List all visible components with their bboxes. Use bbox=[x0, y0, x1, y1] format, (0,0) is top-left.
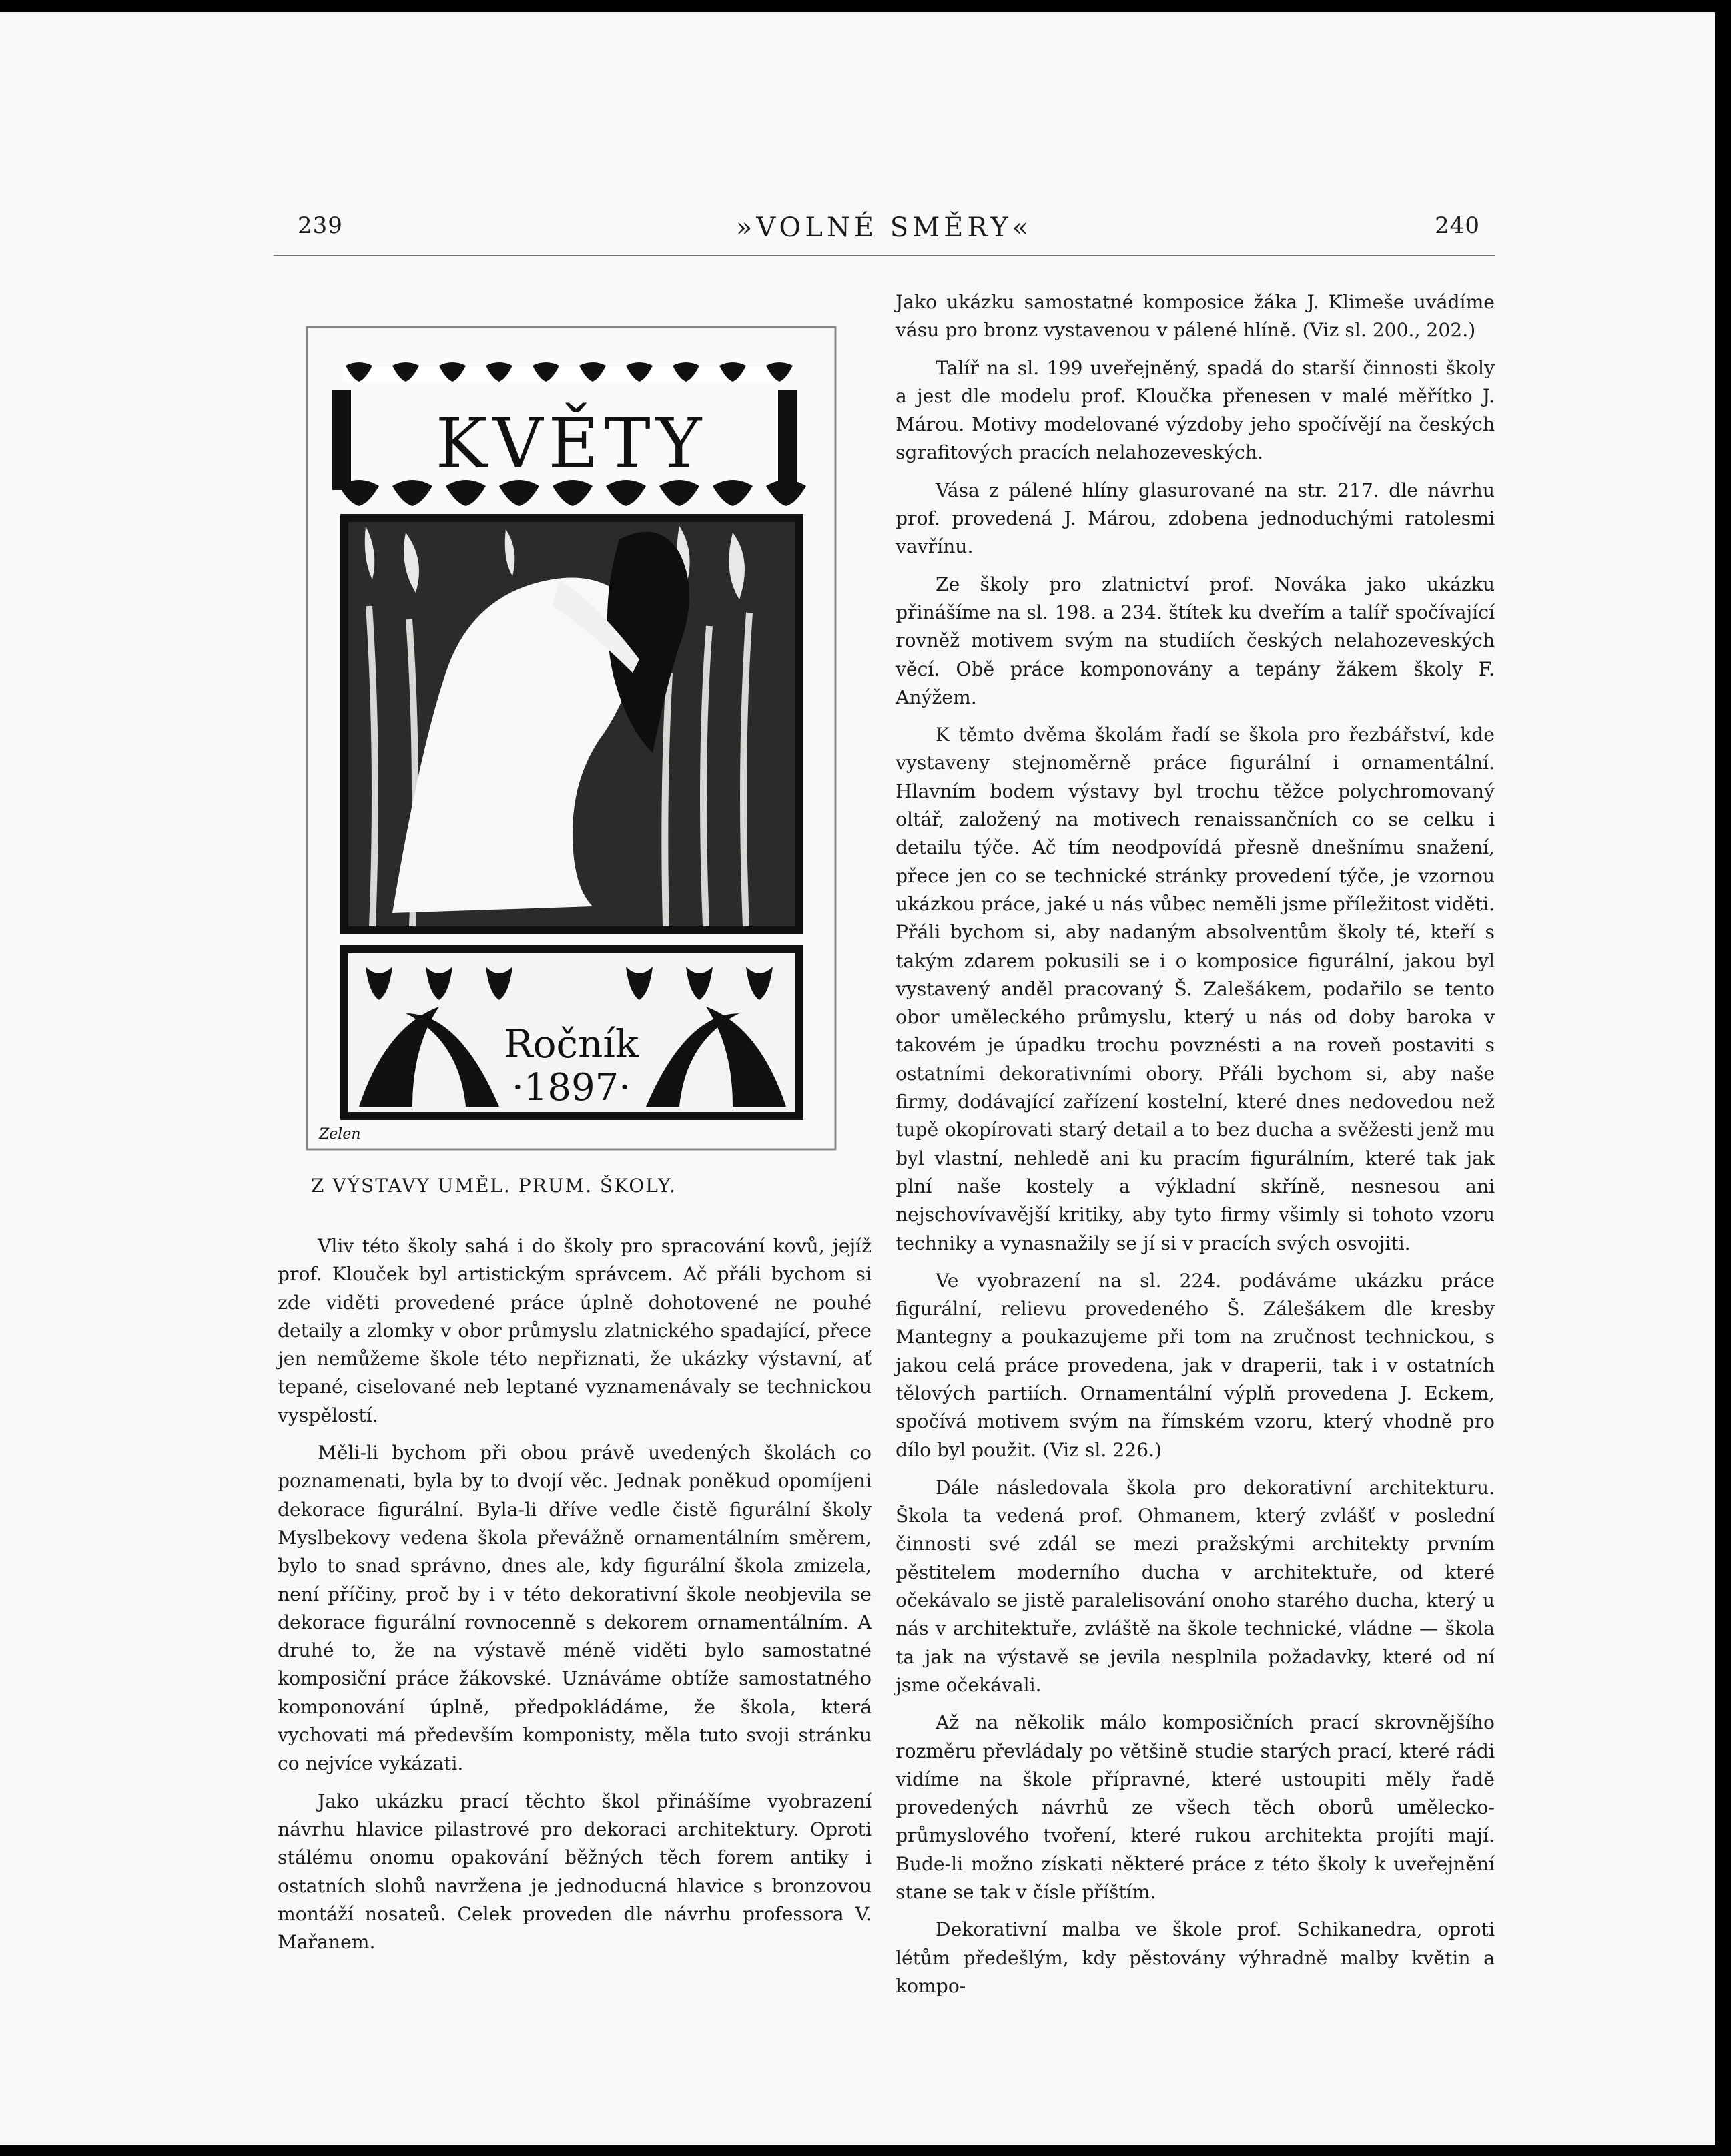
poster-year-line2: ·1897· bbox=[511, 1066, 631, 1109]
poster-title: KVĚTY bbox=[435, 402, 707, 484]
paragraph: Jako ukázku samostatné komposice žáka J. Klimeše uvádíme vásu pro bronz vystavenou v pálené hlíně. (Viz sl. 200., 202.) bbox=[896, 291, 1495, 342]
paragraph: Vása z pálené hlíny glasurované na str. 217. dle návrhu prof. provedená J. Márou, zdobena jednoduchými ratolesmi vavřínu. bbox=[896, 479, 1495, 558]
left-column bbox=[278, 1232, 872, 1966]
running-title: »VOLNÉ SMĚRY« bbox=[735, 212, 1033, 243]
page-number-left: 239 bbox=[298, 212, 343, 239]
paragraph: Ze školy pro zlatnictví prof. Nováka jako ukázku přinášíme na sl. 198. a 234. štítek ku dveřím a talíř spočívající rovněž motivem svým na studiích českých nelahozeveských věcí. Obě práce komponovány a tepány žákem školy F. Anýžem. bbox=[896, 573, 1495, 708]
paragraph: Měli-li bychom při obou právě uvedených školách co poznamenati, byla by to dvojí věc. Jednak poněkud opomíjeni dekorace figurální. Byla-li dříve vedle čistě figurální školy Myslbekovy vedena škola převážně ornamentálním směrem, bylo to snad správno, dnes ale, kdy figurální škola zmizela, není příčiny, proč by i v této dekorativní škole neobjevila se dekorace figurální rovnocenně s dekorem ornamentálním. A druhé to, že na výstavě méně viděti bylo samostatné komposiční práce žákovské. Uznáváme obtíže samostatného komponování úplně, předpokládáme, že škola, která vychovati má především komponisty, měla tuto svoji stránku co nejvíce vykázati. bbox=[278, 1442, 872, 1775]
poster-scene bbox=[340, 514, 803, 934]
paragraph: Ve vyobrazení na sl. 224. podáváme ukázku práce figurální, relievu provedeného Š. Zálešákem dle kresby Mantegny a poukazujeme při tom na zručnost technickou, s jakou celá práce provedena, jak v draperii, tak i v ostatních tělových partiích. Ornamentální výplň provedena J. Eckem, spočívá motivem svým na římském vzoru, který vhodně pro dílo byl použit. (Viz sl. 226.) bbox=[896, 1269, 1495, 1461]
poster-year-line1: Ročník bbox=[503, 1021, 639, 1067]
paragraph: Vliv této školy sahá i do školy pro spracování kovů, jejíž prof. Klouček byl artistickým správcem. Ač přáli bychom si zde viděti provedené práce úplně dohotovené ne pouhé detaily a zlomky v obor průmyslu zlatnického spadající, přece jen nemůžeme škole této nepřiznati, že ukázky výstavní, ať tepané, ciselované neb leptané vyznamenávaly se technickou vyspělostí. bbox=[278, 1235, 872, 1426]
paragraph: Dále následovala škola pro dekorativní architekturu. Škola ta vedená prof. Ohmanem, který zvlášť v poslední činnosti své zdál se mezi pražskými architekty prvním pěstitelem moderního ducha v architektuře, od které očekávalo se jistě paralelisování onoho starého ducha, který u nás v architektuře, zvláště na škole technické, vládne — škola ta jak na výstavě se jevila nesplnila požadavky, které od ní jsme očekávali. bbox=[896, 1476, 1495, 1696]
poster-illustration bbox=[306, 326, 837, 1153]
page-number-right: 240 bbox=[1435, 212, 1480, 239]
paragraph: Až na několik málo komposičních prací skrovnějšího rozměru převládaly po většině studie starých prací, které rádi vidíme na škole přípravné, které ustoupiti měly řadě provedených návrhů ze všech těch oborů umělecko-průmyslového tvoření, které rukou architekta projíti mají. Bude-li možno získati některé práce z této školy k uveřejnění stane se tak v čísle příštím. bbox=[896, 1711, 1495, 1904]
page-header bbox=[274, 212, 1495, 246]
poster-bottom-panel bbox=[340, 945, 803, 1120]
figure-caption: Z VÝSTAVY UMĚL. PRUM. ŠKOLY. bbox=[311, 1175, 677, 1197]
paragraph: Jako ukázku prací těchto škol přinášíme vyobrazení návrhu hlavice pilastrové pro dekoraci architektury. Oproti stálému onomu opakování běžných těch forem antiky i ostatních slohů navržena je jednoducná hlavice s bronzovou montáží nosateů. Celek proveden dle návrhu professora V. Mařanem. bbox=[278, 1790, 872, 1954]
paragraph: Dekorativní malba ve škole prof. Schikanedra, oproti létům předešlým, kdy pěstovány výhradně malby květin a kompo- bbox=[896, 1918, 1495, 1997]
right-column bbox=[896, 288, 1495, 2010]
paragraph: K těmto dvěma školám řadí se škola pro řezbářství, kde vystaveny stejnoměrně práce figurální i ornamentální. Hlavním bodem výstavy byl trochu těžce polychromovaný oltář, založený na motivech renaissančních co se celku i detailu týče. Ač tím neodpovídá přesně dnešnímu snažení, přece jen co se technické stránky provedení týče, je vzornou ukázkou práce, jaké u nás vůbec neměli jsme příležitost viděti. Přáli bychom si, aby nadaným absolventům školy té, kteří s takým zdarem pokusili se i o komposice figurální, jakou byl vystavený anděl pracovaný Š. Zalešákem, podařilo se tento obor uměleckého průmyslu, který u nás od doby baroka v takovém je úpadku trochu povznésti a na roveň postaviti s ostatními dekorativními obory. Přáli bychom si, aby naše firmy, dodávající zařízení kostelní, které dnes nedovedou než tupě okopírovati starý detail a to bez ducha a svěžesti jenž mu byl vlastní, nehledě ani ku pracím figurálním, které tak jak plní naše kostely a výkladní skříně, nesnesou ani nejschovívavější kritiky, aby tyto firmy všimly si tohoto vzoru techniky a vynasnažily se jí si v pracích svých osvojiti. bbox=[896, 724, 1495, 1254]
artist-signature: Zelen bbox=[319, 1126, 361, 1143]
paragraph: Talíř na sl. 199 uveřejněný, spadá do starší činnosti školy a jest dle modelu prof. Kloučka přenesen v malé měřítko J. Márou. Motivy modelované výzdoby jeho spočívějí na českých sgrafitových pracích nelahozeveských. bbox=[896, 356, 1495, 464]
header-rule bbox=[274, 255, 1495, 256]
